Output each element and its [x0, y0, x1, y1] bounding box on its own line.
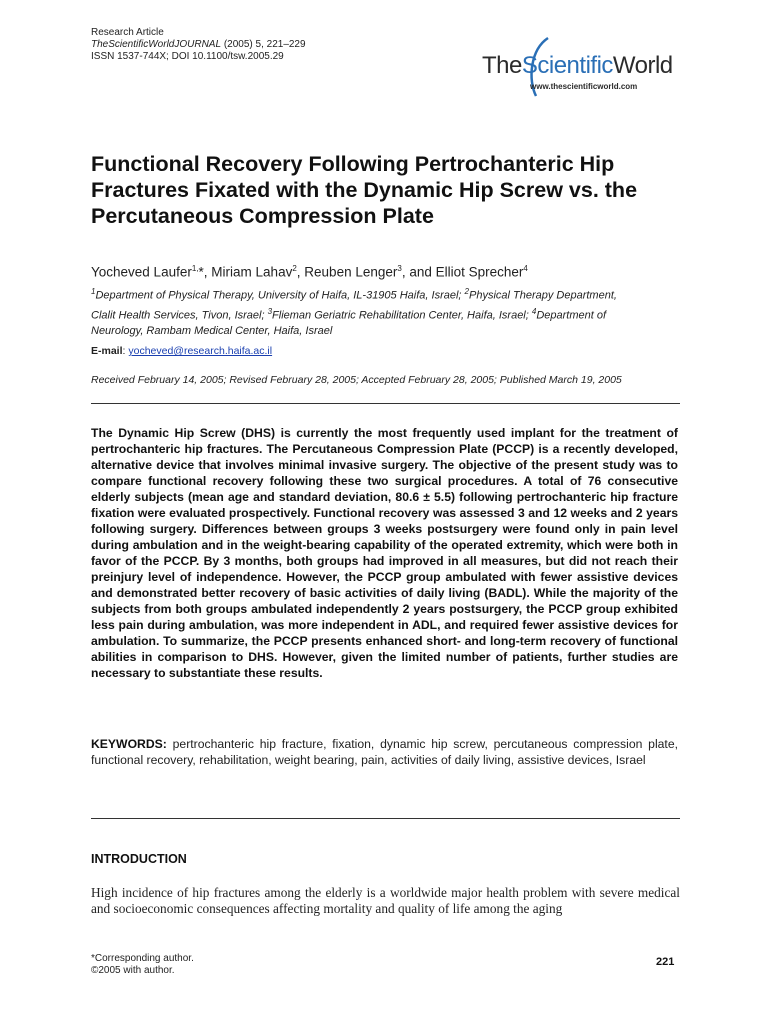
author-affiliation-mark: 1,	[191, 264, 199, 273]
corresponding-mark: *	[198, 264, 204, 280]
keywords	[91, 736, 678, 768]
author-name: Miriam Lahav	[211, 264, 293, 280]
affiliation-text: Flieman Geriatric Rehabilitation Center, Haifa, Israel;	[272, 309, 532, 322]
logo-world: World	[612, 52, 673, 79]
introduction-heading: INTRODUCTION	[91, 852, 187, 866]
introduction-text: High incidence of hip fractures among the elderly is a worldwide major health problem with severe medical and socioeconomic consequences affecting mortality and quality of life among the aging	[91, 885, 680, 916]
article-title: Functional Recovery Following Pertrochanteric Hip Fractures Fixated with the Dynamic Hip Screw vs. the Percutaneous Compression Plate	[91, 152, 638, 228]
email-line	[91, 345, 272, 357]
affiliation-text: Physical Therapy Department, Clalit Health Services, Tivon, Israel;	[91, 289, 617, 322]
keywords-text: pertrochanteric hip fracture, fixation, dynamic hip screw, percutaneous compression plate, functional recovery, rehabilitation, weight bearing, pain, activities of daily living, assistive devices, Israel	[91, 737, 678, 767]
author-separator: ,	[203, 264, 212, 280]
author-name: Yocheved Laufer	[91, 264, 192, 280]
journal-citation	[91, 39, 306, 51]
author-name: Reuben Lenger	[304, 264, 398, 280]
author-list	[91, 264, 528, 280]
author-separator: , and	[401, 264, 436, 280]
article-type: Research Article	[91, 27, 164, 38]
journal-volume: (2005) 5, 221–229	[221, 39, 306, 50]
footnote	[91, 953, 194, 977]
logo-url: www.thescientificworld.com	[530, 82, 638, 91]
scientific-world-logo	[482, 36, 672, 98]
email-separator: :	[122, 345, 129, 357]
keywords-label: KEYWORDS:	[91, 737, 167, 751]
issn-doi: ISSN 1537-744X; DOI 10.1100/tsw.2005.29	[91, 51, 284, 62]
abstract: The Dynamic Hip Screw (DHS) is currently the most frequently used implant for the treatment of pertrochanteric hip fractures. The Percutaneous Compression Plate (PCCP) is a recently developed, alternative device that involves minimal invasive surgery. The objective of the present study was to compare functional recovery following these two surgical procedures. A total of 76 consecutive elderly subjects (mean age and standard deviation, 80.6 ± 5.5) following pertrochanteric hip fracture fixation were evaluated prospectively. Functional recovery was assessed 3 and 12 weeks and 2 years following surgery. Differences between groups 3 weeks postsurgery were found only in pain level during ambulation and in the weight-bearing capability of the operated extremity, which were both in favor of the PCCP. By 3 months, both groups had improved in all measures, but did not reach their preinjury level of independence. However, the PCCP group ambulated with fewer assistive devices and demonstrated better recovery of basic activities of daily living (BADL). While the majority of the subjects from both groups ambulated independently 2 years postsurgery, the PCCP group exhibited less pain during ambulation, was more independent in ADL, and required fewer assistive devices for ambulation. To summarize, the PCCP presents enhanced short- and long-term recovery of functional abilities in comparison to DHS. However, given the limited number of patients, further studies are necessary to substantiate these results.	[91, 426, 678, 680]
affiliation-mark: 1	[91, 287, 96, 296]
copyright-note: ©2005 with author.	[91, 965, 175, 976]
affiliations	[91, 284, 631, 339]
author-separator: ,	[296, 264, 305, 280]
page-number: 221	[656, 956, 675, 968]
affiliation-text: Department of Physical Therapy, University of Haifa, IL-31905 Haifa, Israel;	[95, 289, 465, 302]
author-affiliation-mark: 4	[523, 264, 528, 273]
author-affiliation-mark: 3	[397, 264, 402, 273]
publication-dates: Received February 14, 2005; Revised February 28, 2005; Accepted February 28, 2005; Published March 19, 2005	[91, 374, 622, 386]
email-label: E-mail	[91, 345, 123, 357]
journal-header	[91, 27, 306, 63]
affiliation-mark: 2	[464, 287, 469, 296]
bottom-divider	[91, 818, 680, 819]
affiliation-text: Department of Neurology, Rambam Medical Center, Haifa, Israel	[91, 309, 607, 338]
logo-the: The	[482, 52, 522, 79]
affiliation-mark: 3	[267, 306, 273, 316]
corresponding-author-note: *Corresponding author.	[91, 953, 194, 964]
author-name: Elliot Sprecher	[435, 264, 524, 280]
author-affiliation-mark: 2	[292, 264, 297, 273]
affiliation-mark: 4	[531, 306, 537, 316]
logo-scientific: Scientific	[521, 52, 613, 79]
email-link[interactable]: yocheved@research.haifa.ac.il	[128, 345, 273, 357]
top-divider	[91, 403, 680, 404]
journal-name: TheScientificWorldJOURNAL	[91, 39, 222, 50]
logo-wordmark	[482, 52, 673, 80]
